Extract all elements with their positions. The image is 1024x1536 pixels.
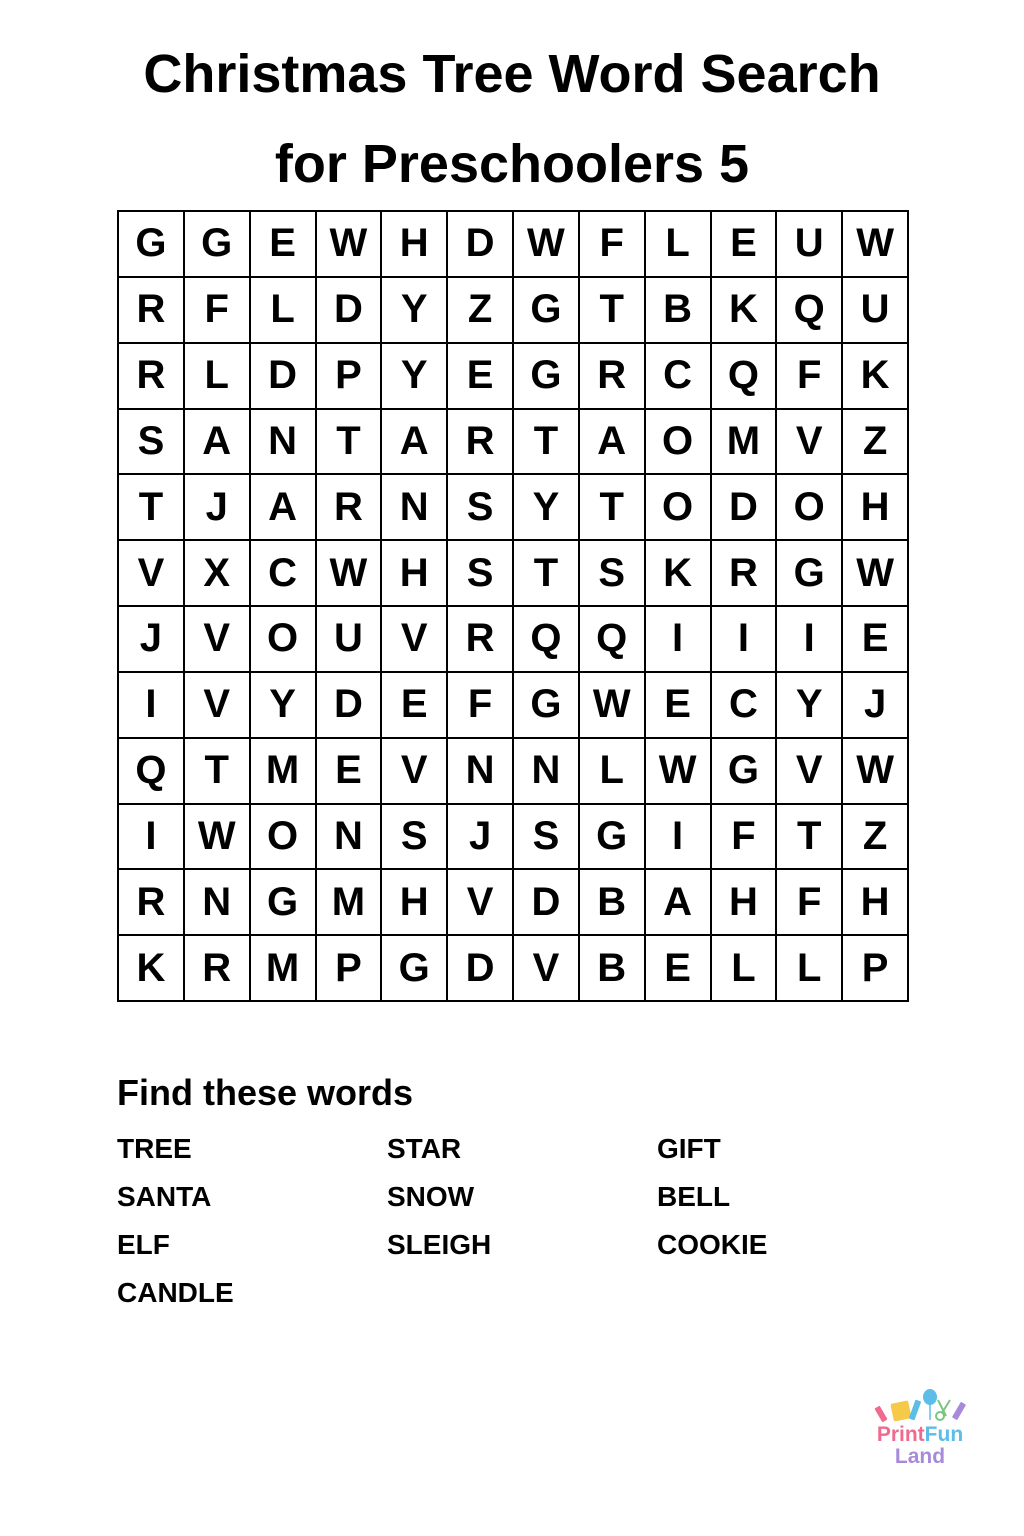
grid-cell: Q [712,344,778,410]
grid-cell: Y [382,278,448,344]
grid-cell: V [382,739,448,805]
grid-cell: R [317,475,383,541]
grid-cell: G [712,739,778,805]
grid-cell: V [185,607,251,673]
grid-cell: G [777,541,843,607]
grid-cell: D [251,344,317,410]
crafts-icons [872,1388,968,1426]
grid-cell: L [251,278,317,344]
grid-cell: G [119,212,185,278]
grid-cell: D [317,673,383,739]
grid-cell: Z [843,805,909,871]
grid-cell: E [382,673,448,739]
grid-cell: O [251,805,317,871]
grid-cell: U [843,278,909,344]
grid-cell: G [514,673,580,739]
grid-cell: P [317,936,383,1002]
grid-cell: A [646,870,712,936]
grid-cell: Y [777,673,843,739]
grid-cell: O [646,475,712,541]
grid-cell: V [382,607,448,673]
word-list-item: SANTA [117,1181,212,1212]
grid-cell: A [251,475,317,541]
grid-cell: R [185,936,251,1002]
grid-cell: K [712,278,778,344]
grid-cell: W [843,541,909,607]
grid-cell: R [712,541,778,607]
grid-cell: K [119,936,185,1002]
grid-cell: H [382,541,448,607]
grid-cell: V [185,673,251,739]
grid-cell: W [317,541,383,607]
grid-cell: A [185,410,251,476]
grid-cell: T [514,541,580,607]
word-list-item: TREE [117,1133,192,1164]
grid-cell: D [514,870,580,936]
word-list-item: SLEIGH [387,1229,492,1260]
grid-cell: W [646,739,712,805]
grid-cell: S [514,805,580,871]
grid-cell: H [382,212,448,278]
grid-cell: Z [843,410,909,476]
grid-cell: Q [119,739,185,805]
grid-cell: R [119,344,185,410]
grid-cell: C [712,673,778,739]
grid-cell: S [448,541,514,607]
grid-cell: L [185,344,251,410]
grid-cell: M [317,870,383,936]
grid-cell: G [580,805,646,871]
grid-cell: W [580,673,646,739]
grid-cell: F [580,212,646,278]
grid-cell: P [843,936,909,1002]
grid-cell: I [646,805,712,871]
page-title-line1: Christmas Tree Word Search [143,44,881,104]
grid-cell: T [185,739,251,805]
grid-cell: C [251,541,317,607]
grid-cell: D [317,278,383,344]
grid-cell: R [580,344,646,410]
page-title-line2: for Preschoolers 5 [274,134,750,194]
grid-cell: Y [382,344,448,410]
grid-cell: W [843,739,909,805]
grid-cell: S [119,410,185,476]
grid-cell: N [185,870,251,936]
word-list-item: CANDLE [117,1277,234,1308]
grid-cell: I [119,805,185,871]
grid-cell: B [580,936,646,1002]
grid-cell: O [777,475,843,541]
grid-cell: Q [514,607,580,673]
word-list [117,1130,927,1322]
logo-text-line1 [868,1424,972,1446]
grid-cell: H [843,870,909,936]
grid-cell: R [119,870,185,936]
grid-cell: I [119,673,185,739]
grid-cell: J [448,805,514,871]
word-search-grid [117,210,909,1002]
grid-cell: R [448,607,514,673]
grid-cell: S [448,475,514,541]
grid-cell: S [382,805,448,871]
grid-cell: L [712,936,778,1002]
grid-cell: F [448,673,514,739]
word-list-item: COOKIE [657,1229,768,1260]
word-list-item: GIFT [657,1133,721,1164]
word-list-item: BELL [657,1181,731,1212]
grid-cell: D [712,475,778,541]
grid-cell: E [317,739,383,805]
grid-cell: E [712,212,778,278]
grid-cell: V [514,936,580,1002]
word-list-item: ELF [117,1229,170,1260]
grid-cell: O [646,410,712,476]
grid-cell: U [317,607,383,673]
word-list-item: SNOW [387,1181,475,1212]
grid-cell: B [646,278,712,344]
grid-cell: T [514,410,580,476]
grid-cell: J [185,475,251,541]
grid-cell: I [777,607,843,673]
grid-cell: T [580,475,646,541]
grid-cell: H [843,475,909,541]
grid-cell: D [448,212,514,278]
grid-cell: R [119,278,185,344]
grid-cell: H [382,870,448,936]
grid-cell: O [251,607,317,673]
logo-text-land: Land [894,1445,946,1468]
grid-cell: G [514,344,580,410]
grid-cell: L [646,212,712,278]
grid-cell: M [712,410,778,476]
grid-cell: T [317,410,383,476]
grid-cell: V [777,410,843,476]
grid-cell: F [777,870,843,936]
grid-cell: Z [448,278,514,344]
grid-cell: W [317,212,383,278]
grid-cell: E [843,607,909,673]
grid-cell: E [646,936,712,1002]
grid-cell: W [514,212,580,278]
grid-cell: I [712,607,778,673]
grid-cell: R [448,410,514,476]
grid-cell: L [777,936,843,1002]
grid-cell: N [514,739,580,805]
grid-cell: M [251,936,317,1002]
grid-cell: K [646,541,712,607]
word-list-heading: Find these words [117,1072,414,1113]
grid-cell: N [448,739,514,805]
grid-cell: Y [251,673,317,739]
grid-cell: U [777,212,843,278]
grid-cell: I [646,607,712,673]
grid-cell: J [843,673,909,739]
grid-cell: G [514,278,580,344]
grid-cell: E [251,212,317,278]
grid-cell: V [448,870,514,936]
grid-cell: J [119,607,185,673]
grid-cell: M [251,739,317,805]
grid-cell: X [185,541,251,607]
grid-cell: P [317,344,383,410]
logo-text-fun: Fun [924,1423,964,1446]
grid-cell: N [382,475,448,541]
grid-cell: G [382,936,448,1002]
grid-cell: N [317,805,383,871]
grid-cell: T [580,278,646,344]
logo-text-print: Print [876,1423,925,1446]
grid-cell: W [843,212,909,278]
grid-cell: Q [777,278,843,344]
grid-cell: E [448,344,514,410]
grid-cell: Y [514,475,580,541]
grid-cell: V [777,739,843,805]
grid-cell: G [185,212,251,278]
grid-cell: L [580,739,646,805]
printfunland-logo [868,1388,972,1472]
grid-cell: S [580,541,646,607]
grid-cell: A [382,410,448,476]
grid-cell: B [580,870,646,936]
grid-cell: T [777,805,843,871]
grid-cell: A [580,410,646,476]
grid-cell: N [251,410,317,476]
grid-cell: K [843,344,909,410]
grid-cell: Q [580,607,646,673]
grid-cell: T [119,475,185,541]
grid-cell: F [185,278,251,344]
word-list-item: STAR [387,1133,462,1164]
grid-cell: G [251,870,317,936]
grid-cell: W [185,805,251,871]
grid-cell: E [646,673,712,739]
grid-cell: V [119,541,185,607]
grid-cell: C [646,344,712,410]
grid-cell: D [448,936,514,1002]
grid-cell: H [712,870,778,936]
grid-cell: F [777,344,843,410]
grid-cell: F [712,805,778,871]
